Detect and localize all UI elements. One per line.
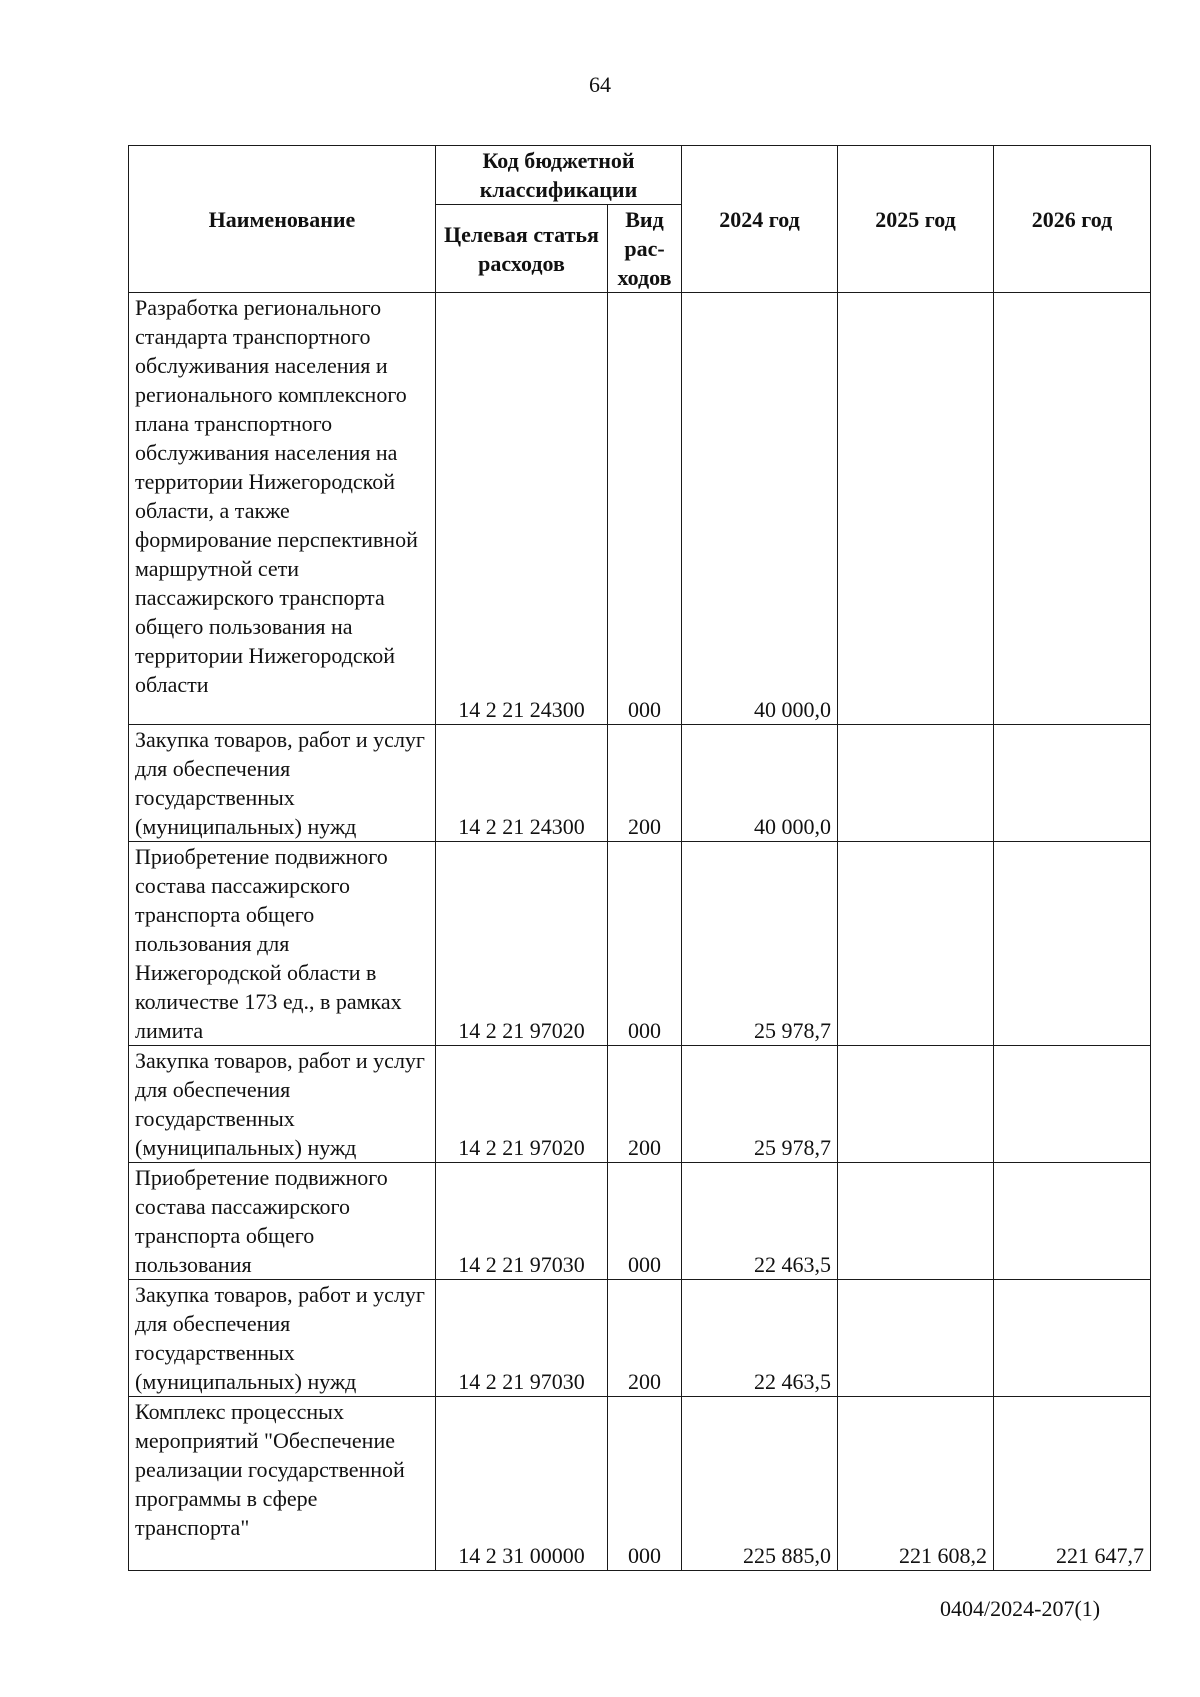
row-value-2025 [838,1163,994,1280]
table-row [129,1046,1151,1163]
row-value-2026 [994,293,1151,725]
row-name: Комплекс процессных мероприятий "Обеспечение реализации государственной программы в сфере транспорта" [129,1397,436,1571]
row-value-2026 [994,1163,1151,1280]
table-row [129,1280,1151,1397]
row-name: Закупка товаров, работ и услуг для обеспечения государственных (муниципальных) нужд [129,725,436,842]
row-value-2024: 22 463,5 [682,1163,838,1280]
row-value-2024: 40 000,0 [682,725,838,842]
row-target-code: 14 2 31 00000 [436,1397,608,1571]
row-value-2025 [838,1280,994,1397]
row-expense-kind: 000 [608,1163,682,1280]
header-2024: 2024 год [682,146,838,293]
row-name: Закупка товаров, работ и услуг для обеспечения государственных (муниципальных) нужд [129,1046,436,1163]
header-budget-code: Код бюджетной классификации [436,146,682,205]
row-expense-kind: 000 [608,842,682,1046]
table-header [129,146,1151,293]
table-row [129,725,1151,842]
header-2026: 2026 год [994,146,1151,293]
table-row [129,293,1151,725]
row-value-2025: 221 608,2 [838,1397,994,1571]
header-2025: 2025 год [838,146,994,293]
row-value-2026 [994,1046,1151,1163]
budget-table [128,145,1151,1571]
row-expense-kind: 000 [608,1397,682,1571]
table-body [129,293,1151,1571]
row-target-code: 14 2 21 24300 [436,725,608,842]
row-name: Разработка регионального стандарта транспортного обслуживания населения и регионального комплексного плана транспортного обслуживания населения на территории Нижегородской области, а также формирование перспективной маршрутной сети пассажирского транспорта общего пользования на территории Нижегородской области [129,293,436,725]
row-target-code: 14 2 21 24300 [436,293,608,725]
table-row [129,1163,1151,1280]
document-code: 0404/2024-207(1) [940,1596,1101,1621]
row-expense-kind: 200 [608,1280,682,1397]
row-value-2026 [994,725,1151,842]
row-expense-kind: 000 [608,293,682,725]
row-value-2024: 25 978,7 [682,842,838,1046]
header-expense-kind: Вид рас-ходов [608,205,682,293]
row-value-2025 [838,1046,994,1163]
row-name: Приобретение подвижного состава пассажирского транспорта общего пользования [129,1163,436,1280]
row-target-code: 14 2 21 97020 [436,1046,608,1163]
row-target-code: 14 2 21 97020 [436,842,608,1046]
row-expense-kind: 200 [608,725,682,842]
table-row [129,842,1151,1046]
row-expense-kind: 200 [608,1046,682,1163]
row-name: Закупка товаров, работ и услуг для обеспечения государственных (муниципальных) нужд [129,1280,436,1397]
page-number: 64 [589,72,611,97]
row-value-2024: 225 885,0 [682,1397,838,1571]
row-name: Приобретение подвижного состава пассажирского транспорта общего пользования для Нижегородской области в количестве 173 ед., в рамках лимита [129,842,436,1046]
table-row [129,1397,1151,1571]
header-name: Наименование [129,146,436,293]
row-value-2026 [994,1280,1151,1397]
row-value-2024: 22 463,5 [682,1280,838,1397]
row-value-2025 [838,293,994,725]
row-value-2025 [838,842,994,1046]
row-value-2025 [838,725,994,842]
header-target-article: Целевая статья расходов [436,205,608,293]
row-value-2026: 221 647,7 [994,1397,1151,1571]
row-value-2026 [994,842,1151,1046]
row-value-2024: 40 000,0 [682,293,838,725]
row-value-2024: 25 978,7 [682,1046,838,1163]
row-target-code: 14 2 21 97030 [436,1280,608,1397]
row-target-code: 14 2 21 97030 [436,1163,608,1280]
